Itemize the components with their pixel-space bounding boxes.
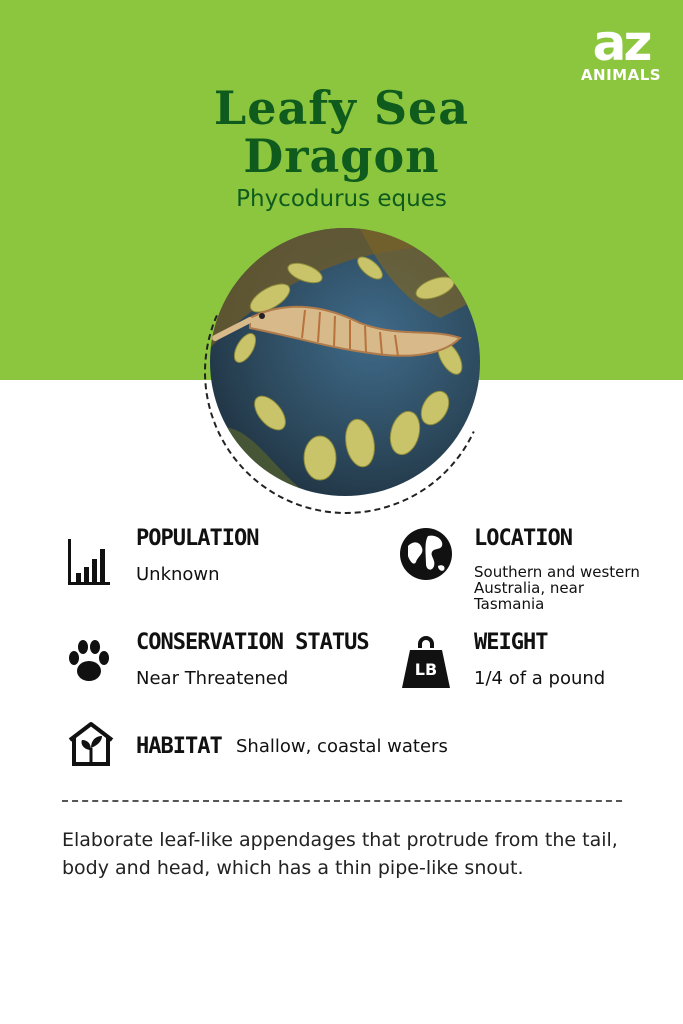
logo-mark: az <box>592 14 650 72</box>
bar-chart-icon <box>66 537 112 587</box>
az-animals-logo[interactable] <box>575 14 667 86</box>
weight-value: 1/4 of a pound <box>474 668 606 689</box>
location-label: LOCATION <box>474 526 572 551</box>
animal-title <box>0 81 683 183</box>
weight-badge-text: LB <box>414 660 438 679</box>
section-divider <box>62 800 622 802</box>
animal-description: Elaborate leaf-like appendages that protrude from the tail, body and head, which has a thin pipe-like snout. <box>62 829 618 879</box>
scientific-name: Phycodurus eques <box>236 186 447 212</box>
animal-title-text: Leafy Sea Dragon <box>213 81 470 183</box>
habitat-value: Shallow, coastal waters <box>236 736 448 757</box>
globe-icon <box>398 526 454 582</box>
habitat-label: HABITAT <box>136 734 222 759</box>
weight-label: WEIGHT <box>474 630 548 655</box>
leafy-sea-dragon-illustration <box>210 228 480 496</box>
house-plant-icon <box>66 720 116 768</box>
conservation-value: Near Threatened <box>136 668 289 689</box>
animal-photo <box>210 228 480 496</box>
population-label: POPULATION <box>136 526 259 551</box>
weight-lb-icon <box>400 632 452 690</box>
paw-icon <box>66 638 112 684</box>
location-value: Southern and western Australia, near Tasmania <box>474 563 640 613</box>
population-value: Unknown <box>136 564 220 585</box>
logo-wordmark: ANIMALS <box>580 66 662 84</box>
conservation-label: CONSERVATION STATUS <box>136 630 369 655</box>
